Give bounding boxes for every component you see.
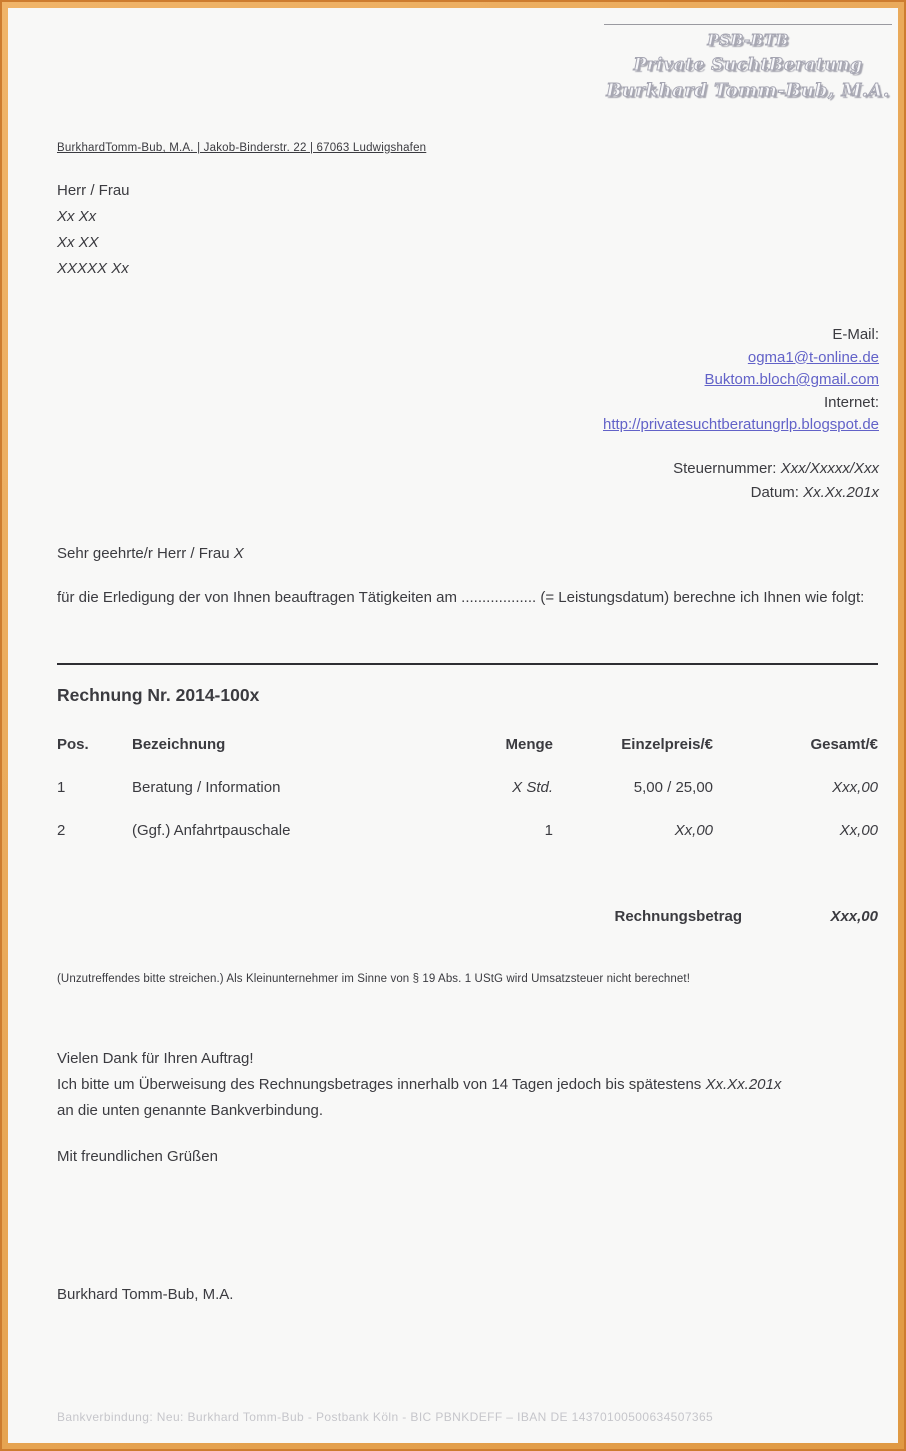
letter-salutation <box>57 545 244 562</box>
contact-block <box>603 324 879 437</box>
date-label: Datum: <box>750 484 804 501</box>
salutation-text: Sehr geehrte/r Herr / Frau <box>57 545 234 562</box>
invoice-title: Rechnung Nr. 2014-100x <box>57 685 260 705</box>
email-link-secondary[interactable]: Buktom.bloch@gmail.com <box>704 371 879 388</box>
recipient-line: Xx Xx <box>57 208 97 225</box>
closing-paragraph <box>57 1046 893 1124</box>
recipient-address-block <box>57 178 130 282</box>
logo-owner-name: Burkhard Tomm-Bub, M.A. <box>606 80 890 101</box>
tax-exemption-note: (Unzutreffendes bitte streichen.) Als Kleinunternehmer im Sinne von § 19 Abs. 1 UStG wird Umsatzsteuer nicht berechnet! <box>57 973 690 985</box>
regards-line: Mit freundlichen Grüßen <box>57 1148 218 1165</box>
website-link[interactable]: http://privatesuchtberatungrlp.blogspot.de <box>602 416 879 433</box>
invoice-table <box>57 732 878 843</box>
invoice-total-row <box>57 908 878 925</box>
recipient-salutation: Herr / Frau <box>57 182 130 199</box>
date-line <box>673 481 879 505</box>
payment-terms-text: Ich bitte um Überweisung des Rechnungsbetrages innerhalb von 14 Tagen jedoch bis spätestens <box>57 1076 706 1093</box>
table-row-cell-bezeichnung: (Ggf.) Anfahrtpauschale <box>132 822 291 839</box>
intro-paragraph: für die Erledigung der von Ihnen beauftragen Tätigkeiten am .................. (= Leistungsdatum) berechne ich Ihnen wie folgt: <box>57 589 865 606</box>
company-logo <box>604 24 892 103</box>
tax-number-value: Xxx/Xxxxx/Xxx <box>780 460 879 477</box>
page-border-inner <box>2 2 904 1449</box>
col-header-menge: Menge <box>505 736 553 753</box>
logo-acronym: PSB-BTB <box>707 31 789 49</box>
tax-number-label: Steuernummer: <box>673 460 781 477</box>
email-label: E-Mail: <box>832 326 879 343</box>
payment-deadline-date: Xx.Xx.201x <box>705 1076 782 1093</box>
table-row-cell-einzelpreis: Xx,00 <box>674 822 713 839</box>
col-header-bezeichnung: Bezeichnung <box>132 736 226 753</box>
table-row-cell-pos: 1 <box>57 779 66 796</box>
salutation-placeholder: X <box>233 545 244 562</box>
table-row-cell-pos: 2 <box>57 822 66 839</box>
logo-company-name: Private SuchtBeratung <box>633 55 863 75</box>
payment-terms-continuation: an die unten genannte Bankverbindung. <box>57 1102 324 1119</box>
table-row-cell-gesamt: Xx,00 <box>839 822 878 839</box>
col-header-einzelpreis: Einzelpreis/€ <box>621 736 713 753</box>
table-row-cell-menge: 1 <box>544 822 553 839</box>
signature-name: Burkhard Tomm-Bub, M.A. <box>57 1286 234 1303</box>
total-label: Rechnungsbetrag <box>614 908 742 925</box>
col-header-pos: Pos. <box>57 736 89 753</box>
letter-page <box>8 8 898 1443</box>
table-row-cell-einzelpreis: 5,00 / 25,00 <box>633 779 713 796</box>
payment-terms-line <box>57 1072 893 1124</box>
total-value: Xxx,00 <box>830 908 878 925</box>
table-row-cell-menge: X Std. <box>512 779 553 796</box>
tax-number-line <box>673 457 879 481</box>
footer-bank-details: Bankverbindung: Neu: Burkhard Tomm-Bub - Postbank Köln - BIC PBNKDEFF – IBAN DE 14370100500634507365 <box>57 1410 714 1424</box>
section-divider <box>57 663 878 665</box>
meta-block <box>673 457 879 505</box>
col-header-gesamt: Gesamt/€ <box>810 736 878 753</box>
table-row-cell-bezeichnung: Beratung / Information <box>132 779 281 796</box>
recipient-line: Xx XX <box>57 234 99 251</box>
internet-label: Internet: <box>823 393 879 411</box>
sender-address-line: BurkhardTomm-Bub, M.A. | Jakob-Binderstr. 22 | 67063 Ludwigshafen <box>57 142 427 154</box>
table-row-cell-gesamt: Xxx,00 <box>832 779 878 796</box>
date-value: Xx.Xx.201x <box>803 484 879 501</box>
recipient-line: XXXXX Xx <box>57 260 129 277</box>
email-link-primary[interactable]: ogma1@t-online.de <box>747 348 879 366</box>
thanks-line: Vielen Dank für Ihren Auftrag! <box>57 1050 254 1067</box>
